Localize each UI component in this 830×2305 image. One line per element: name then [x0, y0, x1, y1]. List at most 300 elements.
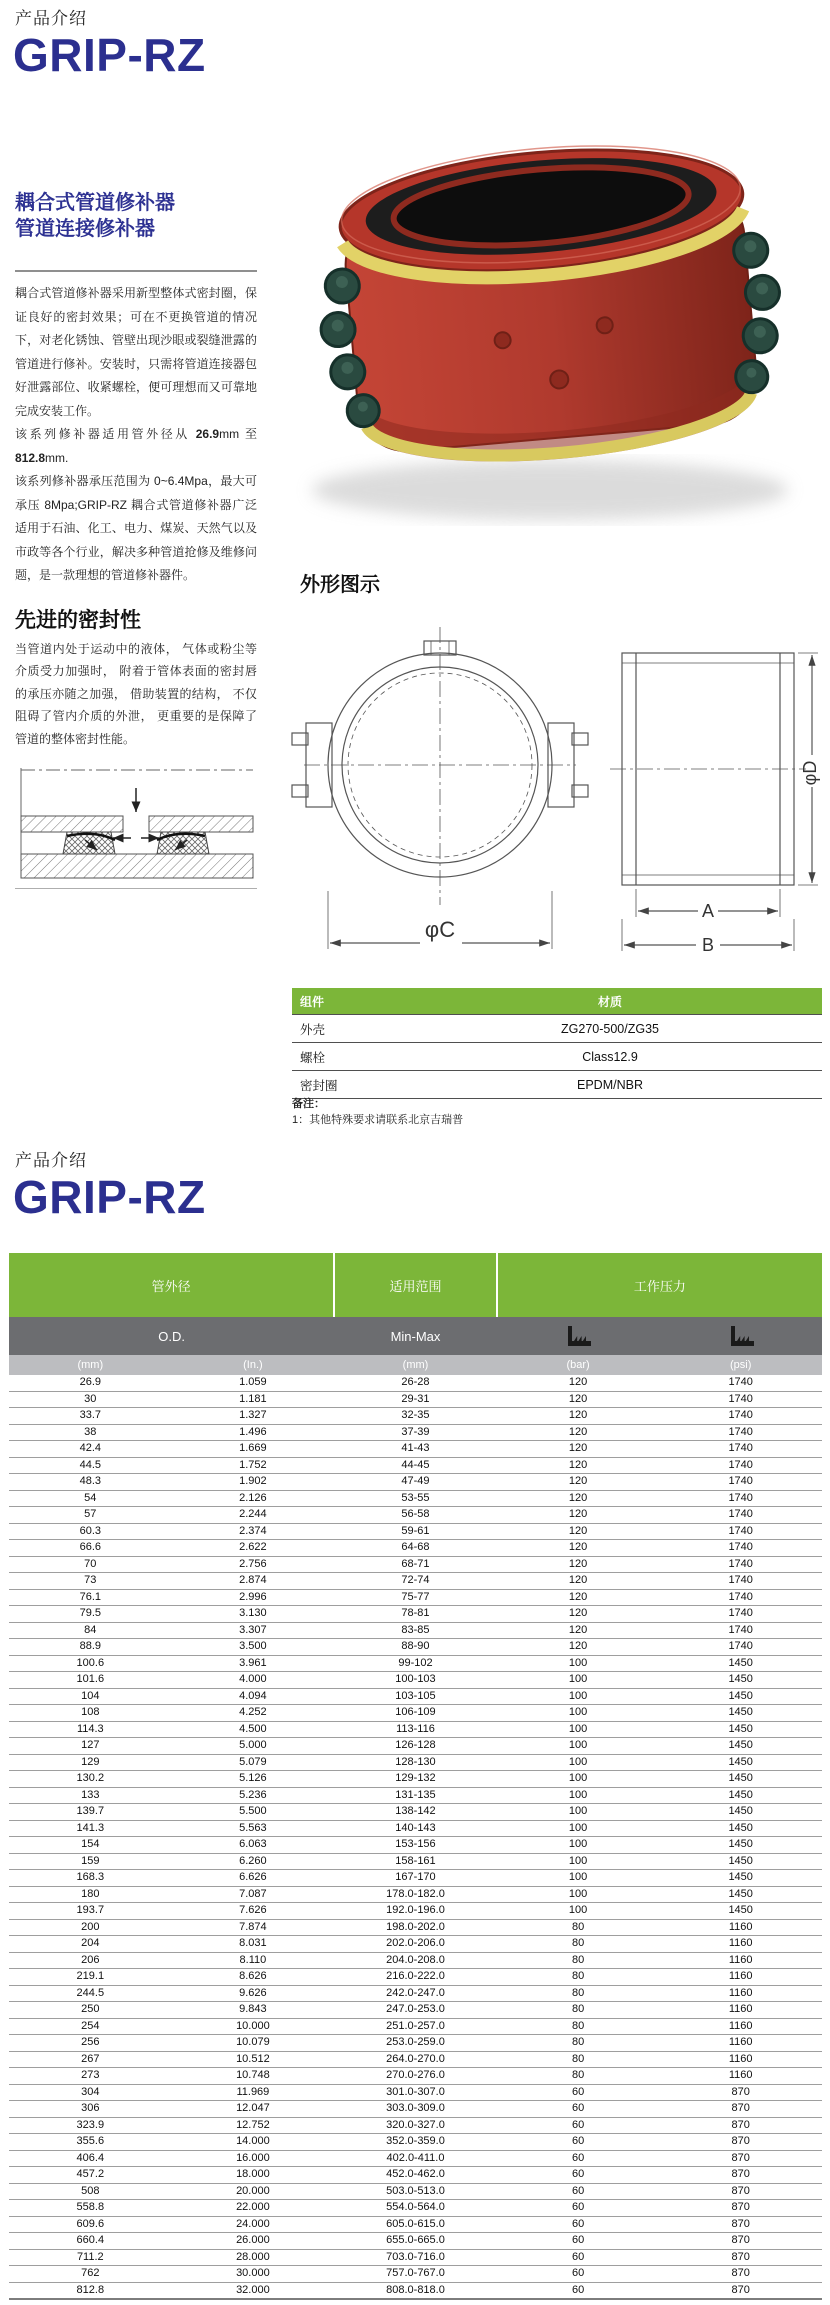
table-cell: 1740: [659, 1507, 822, 1524]
table-cell: 200: [9, 1919, 172, 1936]
table-cell: 100.6: [9, 1655, 172, 1672]
table-cell: 7.874: [172, 1919, 335, 1936]
table-row: [9, 1622, 822, 1639]
table-cell: 870: [659, 2183, 822, 2200]
table-cell: 703.0-716.0: [334, 2249, 497, 2266]
table-cell: 352.0-359.0: [334, 2134, 497, 2151]
materials-header-material: 材质: [398, 988, 822, 1015]
table-cell: 68-71: [334, 1556, 497, 1573]
table-cell: 54: [9, 1490, 172, 1507]
table-row: [9, 1424, 822, 1441]
table-cell: 26-28: [334, 1375, 497, 1391]
table-row: [9, 1936, 822, 1953]
table-cell: 79.5: [9, 1606, 172, 1623]
table-row: [9, 1391, 822, 1408]
table-cell: 60.3: [9, 1523, 172, 1540]
table-cell: 56-58: [334, 1507, 497, 1524]
table-cell: 100: [497, 1787, 660, 1804]
table-cell: 88-90: [334, 1639, 497, 1656]
table-cell: 5.000: [172, 1738, 335, 1755]
table-cell: 1740: [659, 1523, 822, 1540]
table-cell: 402.0-411.0: [334, 2150, 497, 2167]
table-cell: 870: [659, 2101, 822, 2118]
table-cell: 10.000: [172, 2018, 335, 2035]
table-cell: 127: [9, 1738, 172, 1755]
table-cell: 10.748: [172, 2068, 335, 2085]
divider: [15, 888, 257, 889]
table-cell: 140-143: [334, 1820, 497, 1837]
table-cell: 14.000: [172, 2134, 335, 2151]
table-cell: 60: [497, 2167, 660, 2184]
table-cell: 64-68: [334, 1540, 497, 1557]
table-cell: 154: [9, 1837, 172, 1854]
table-cell: 108: [9, 1705, 172, 1722]
table-cell: 120: [497, 1507, 660, 1524]
table-row: [9, 1837, 822, 1854]
table-cell: 100: [497, 1721, 660, 1738]
table-cell: 870: [659, 2216, 822, 2233]
table-cell: 75-77: [334, 1589, 497, 1606]
table-cell: 1450: [659, 1754, 822, 1771]
table-cell: 1.181: [172, 1391, 335, 1408]
table-row: [9, 2101, 822, 2118]
table-cell: 1740: [659, 1457, 822, 1474]
page-2: [0, 1140, 830, 2305]
table-cell: 1450: [659, 1787, 822, 1804]
divider: [15, 270, 257, 272]
table-cell: 16.000: [172, 2150, 335, 2167]
table-cell: 53-55: [334, 1490, 497, 1507]
table-cell: 4.252: [172, 1705, 335, 1722]
table-cell: 28.000: [172, 2249, 335, 2266]
table-cell: 120: [497, 1589, 660, 1606]
table-cell: 609.6: [9, 2216, 172, 2233]
table-cell: 99-102: [334, 1655, 497, 1672]
table-cell: 100: [497, 1837, 660, 1854]
table-cell: 80: [497, 2035, 660, 2052]
table-cell: 167-170: [334, 1870, 497, 1887]
materials-header-row: [292, 988, 822, 1015]
table-cell: 1740: [659, 1424, 822, 1441]
table-cell: 1450: [659, 1688, 822, 1705]
table-cell: 139.7: [9, 1804, 172, 1821]
table-cell: 306: [9, 2101, 172, 2118]
table-cell: 120: [497, 1573, 660, 1590]
table-cell: 3.961: [172, 1655, 335, 1672]
table-cell: 320.0-327.0: [334, 2117, 497, 2134]
table-cell: 1740: [659, 1441, 822, 1458]
spec-unit-mm: (mm): [9, 1355, 172, 1375]
table-cell: 80: [497, 1952, 660, 1969]
table-cell: 5.563: [172, 1820, 335, 1837]
table-cell: 129-132: [334, 1771, 497, 1788]
table-row: [9, 1919, 822, 1936]
table-cell: 4.500: [172, 1721, 335, 1738]
table-row: [9, 1985, 822, 2002]
table-cell: 273: [9, 2068, 172, 2085]
table-cell: 60: [497, 2233, 660, 2250]
table-cell: 30: [9, 1391, 172, 1408]
materials-header-component: 组件: [292, 988, 398, 1015]
table-cell: 138-142: [334, 1804, 497, 1821]
table-cell: 247.0-253.0: [334, 2002, 497, 2019]
table-row: [9, 2018, 822, 2035]
table-cell: 2.622: [172, 1540, 335, 1557]
table-cell: 206: [9, 1952, 172, 1969]
table-cell: 密封圈: [292, 1071, 398, 1099]
table-cell: 100: [497, 1820, 660, 1837]
table-cell: 38: [9, 1424, 172, 1441]
table-cell: 60: [497, 2134, 660, 2151]
table-row: [9, 1721, 822, 1738]
table-cell: 32-35: [334, 1408, 497, 1425]
table-cell: 73: [9, 1573, 172, 1590]
table-row: [9, 1952, 822, 1969]
table-cell: 1740: [659, 1622, 822, 1639]
table-cell: 84: [9, 1622, 172, 1639]
table-cell: 120: [497, 1457, 660, 1474]
table-cell: 106-109: [334, 1705, 497, 1722]
table-row: [9, 1375, 822, 1391]
table-cell: 30.000: [172, 2266, 335, 2283]
table-cell: 605.0-615.0: [334, 2216, 497, 2233]
table-cell: 1.752: [172, 1457, 335, 1474]
table-cell: 101.6: [9, 1672, 172, 1689]
table-cell: 120: [497, 1490, 660, 1507]
table-cell: 103-105: [334, 1688, 497, 1705]
table-cell: 193.7: [9, 1903, 172, 1920]
table-row: [9, 1490, 822, 1507]
table-cell: 870: [659, 2266, 822, 2283]
table-cell: 660.4: [9, 2233, 172, 2250]
table-cell: 1450: [659, 1837, 822, 1854]
table-cell: 303.0-309.0: [334, 2101, 497, 2118]
table-cell: 113-116: [334, 1721, 497, 1738]
note-item: 1：其他特殊要求请联系北京吉瑞普: [292, 1114, 464, 1126]
spec-unit-bar: (bar): [497, 1355, 660, 1375]
note-title: 备注：: [292, 1098, 325, 1110]
od-range-text: mm.: [45, 450, 69, 465]
table-cell: 76.1: [9, 1589, 172, 1606]
table-cell: 812.8: [9, 2282, 172, 2299]
table-cell: 2.244: [172, 1507, 335, 1524]
table-cell: 870: [659, 2150, 822, 2167]
table-cell: 304: [9, 2084, 172, 2101]
table-cell: 8.031: [172, 1936, 335, 1953]
note-block: [292, 1096, 463, 1128]
table-row: [9, 1589, 822, 1606]
table-cell: 88.9: [9, 1639, 172, 1656]
table-row: [9, 1556, 822, 1573]
table-cell: 1450: [659, 1903, 822, 1920]
table-row: [9, 1457, 822, 1474]
table-cell: 1450: [659, 1870, 822, 1887]
table-cell: 1740: [659, 1556, 822, 1573]
table-cell: 5.500: [172, 1804, 335, 1821]
table-row: [9, 1771, 822, 1788]
table-cell: 130.2: [9, 1771, 172, 1788]
spec-group-od: 管外径: [9, 1253, 334, 1317]
table-cell: 120: [497, 1540, 660, 1557]
table-cell: 80: [497, 2068, 660, 2085]
table-cell: 323.9: [9, 2117, 172, 2134]
table-cell: 180: [9, 1886, 172, 1903]
table-cell: 32.000: [172, 2282, 335, 2299]
table-cell: 158-161: [334, 1853, 497, 1870]
table-cell: 100: [497, 1688, 660, 1705]
table-cell: 100: [497, 1738, 660, 1755]
table-row: [9, 2117, 822, 2134]
table-cell: 70: [9, 1556, 172, 1573]
table-cell: 204: [9, 1936, 172, 1953]
table-cell: 204.0-208.0: [334, 1952, 497, 1969]
od-range-text: 该系列修补器适用管外径从: [15, 427, 196, 441]
table-row: [9, 1754, 822, 1771]
table-cell: 711.2: [9, 2249, 172, 2266]
sealing-paragraph: 当管道内处于运动中的液体， 气体或粉尘等介质受力加强时， 附着于管体表面的密封唇的承压亦随之加强， 借助装置的结构， 不仅阻碍了管内介质的外泄， 更重要的是保障了管道的整体密封性能。: [15, 641, 257, 746]
table-cell: 1740: [659, 1606, 822, 1623]
table-cell: 120: [497, 1523, 660, 1540]
table-cell: 1740: [659, 1639, 822, 1656]
dim-label-A: A: [701, 901, 715, 921]
product-heading: [15, 190, 257, 242]
table-cell: 80: [497, 2018, 660, 2035]
table-cell: 12.752: [172, 2117, 335, 2134]
table-row: [9, 1886, 822, 1903]
table-cell: 870: [659, 2233, 822, 2250]
table-cell: 26.000: [172, 2233, 335, 2250]
table-cell: 2.126: [172, 1490, 335, 1507]
table-row: [9, 2051, 822, 2068]
table-cell: 1160: [659, 1985, 822, 2002]
product-heading-line1: 耦合式管道修补器: [15, 192, 175, 214]
table-cell: 33.7: [9, 1408, 172, 1425]
spec-unit-range-mm: (mm): [334, 1355, 497, 1375]
table-cell: 1450: [659, 1738, 822, 1755]
table-cell: 8.626: [172, 1969, 335, 1986]
spec-group-header-row: [9, 1253, 822, 1317]
table-cell: 267: [9, 2051, 172, 2068]
table-cell: 870: [659, 2249, 822, 2266]
table-cell: 1160: [659, 2068, 822, 2085]
table-cell: 100: [497, 1754, 660, 1771]
table-cell: 1160: [659, 1936, 822, 1953]
table-row: [9, 2266, 822, 2283]
spec-units-row: [9, 1355, 822, 1375]
spec-sub-minmax: Min-Max: [334, 1317, 497, 1355]
sealing-section-title: 先进的密封性: [15, 608, 141, 632]
table-cell: 100: [497, 1870, 660, 1887]
table-cell: 6.260: [172, 1853, 335, 1870]
table-cell: 9.843: [172, 2002, 335, 2019]
table-cell: 83-85: [334, 1622, 497, 1639]
spec-unit-in: (In.): [172, 1355, 335, 1375]
table-cell: 1.902: [172, 1474, 335, 1491]
table-cell: 37-39: [334, 1424, 497, 1441]
table-row: [9, 2084, 822, 2101]
table-row: [9, 1804, 822, 1821]
table-cell: 29-31: [334, 1391, 497, 1408]
table-row: [9, 1903, 822, 1920]
table-cell: 60: [497, 2183, 660, 2200]
table-row: [9, 2167, 822, 2184]
table-cell: 100-103: [334, 1672, 497, 1689]
table-cell: 1.327: [172, 1408, 335, 1425]
table-cell: 100: [497, 1705, 660, 1722]
table-cell: 78-81: [334, 1606, 497, 1623]
dim-label-phiC: φC: [424, 917, 456, 942]
od-max-value: 812.8: [15, 450, 46, 465]
table-cell: 114.3: [9, 1721, 172, 1738]
table-cell: 42.4: [9, 1441, 172, 1458]
table-cell: 100: [497, 1853, 660, 1870]
table-cell: 1740: [659, 1375, 822, 1391]
od-range-paragraph: [15, 423, 257, 470]
table-row: [292, 1043, 822, 1071]
od-range-text: mm 至: [219, 427, 258, 441]
table-cell: 120: [497, 1556, 660, 1573]
table-row: [292, 1071, 822, 1099]
table-cell: 7.626: [172, 1903, 335, 1920]
page-eyebrow: 产品介绍: [15, 1151, 87, 1170]
table-cell: 178.0-182.0: [334, 1886, 497, 1903]
table-row: [9, 1408, 822, 1425]
table-cell: 60: [497, 2117, 660, 2134]
table-cell: 870: [659, 2167, 822, 2184]
table-cell: 508: [9, 2183, 172, 2200]
table-cell: 270.0-276.0: [334, 2068, 497, 2085]
table-cell: 120: [497, 1408, 660, 1425]
table-cell: 757.0-767.0: [334, 2266, 497, 2283]
table-cell: 870: [659, 2134, 822, 2151]
table-cell: 1740: [659, 1408, 822, 1425]
table-row: [292, 1015, 822, 1043]
table-cell: 133: [9, 1787, 172, 1804]
table-cell: 192.0-196.0: [334, 1903, 497, 1920]
table-cell: 558.8: [9, 2200, 172, 2217]
photo-shadow: [312, 460, 788, 520]
table-cell: 9.626: [172, 1985, 335, 2002]
table-cell: 153-156: [334, 1837, 497, 1854]
table-cell: 128-130: [334, 1754, 497, 1771]
intro-column: [15, 190, 257, 889]
table-cell: EPDM/NBR: [398, 1071, 822, 1099]
od-min-value: 26.9: [195, 427, 220, 441]
table-cell: 100: [497, 1672, 660, 1689]
table-cell: 219.1: [9, 1969, 172, 1986]
table-cell: 1450: [659, 1820, 822, 1837]
table-cell: 100: [497, 1804, 660, 1821]
table-cell: 60: [497, 2150, 660, 2167]
table-cell: 22.000: [172, 2200, 335, 2217]
seal-cross-section-diagram: [15, 758, 257, 884]
materials-table-body: [292, 1015, 822, 1099]
table-cell: 126-128: [334, 1738, 497, 1755]
table-cell: 80: [497, 2051, 660, 2068]
table-cell: 264.0-270.0: [334, 2051, 497, 2068]
table-cell: 1450: [659, 1705, 822, 1722]
table-cell: 24.000: [172, 2216, 335, 2233]
table-cell: 4.094: [172, 1688, 335, 1705]
table-cell: 2.874: [172, 1573, 335, 1590]
table-cell: 20.000: [172, 2183, 335, 2200]
table-cell: 1740: [659, 1589, 822, 1606]
table-row: [9, 1853, 822, 1870]
table-row: [9, 1474, 822, 1491]
table-row: [9, 1672, 822, 1689]
table-row: [9, 2134, 822, 2151]
outline-section-title: 外形图示: [300, 574, 380, 596]
table-cell: 120: [497, 1606, 660, 1623]
table-cell: 60: [497, 2084, 660, 2101]
table-cell: 100: [497, 1903, 660, 1920]
page-eyebrow: 产品介绍: [15, 9, 87, 28]
table-cell: 202.0-206.0: [334, 1936, 497, 1953]
table-cell: 120: [497, 1375, 660, 1391]
spec-sub-od: O.D.: [9, 1317, 334, 1355]
brand-title: GRIP-RZ: [13, 29, 206, 81]
table-row: [9, 2002, 822, 2019]
table-cell: 48.3: [9, 1474, 172, 1491]
table-cell: 120: [497, 1639, 660, 1656]
table-cell: 655.0-665.0: [334, 2233, 497, 2250]
table-cell: 57: [9, 1507, 172, 1524]
table-row: [9, 1688, 822, 1705]
table-cell: 1740: [659, 1490, 822, 1507]
table-cell: 1160: [659, 2035, 822, 2052]
table-cell: 216.0-222.0: [334, 1969, 497, 1986]
table-cell: 5.126: [172, 1771, 335, 1788]
table-cell: 26.9: [9, 1375, 172, 1391]
table-cell: 18.000: [172, 2167, 335, 2184]
table-cell: 129: [9, 1754, 172, 1771]
table-cell: 1.669: [172, 1441, 335, 1458]
table-cell: 外壳: [292, 1015, 398, 1043]
table-cell: 104: [9, 1688, 172, 1705]
table-cell: 3.130: [172, 1606, 335, 1623]
table-cell: 100: [497, 1771, 660, 1788]
table-cell: 6.063: [172, 1837, 335, 1854]
table-cell: 螺栓: [292, 1043, 398, 1071]
table-cell: 2.374: [172, 1523, 335, 1540]
table-row: [9, 2249, 822, 2266]
table-cell: 141.3: [9, 1820, 172, 1837]
table-cell: 251.0-257.0: [334, 2018, 497, 2035]
table-cell: 10.512: [172, 2051, 335, 2068]
table-cell: 120: [497, 1622, 660, 1639]
intro-paragraph-1: 耦合式管道修补器采用新型整体式密封圈，保证良好的密封效果；可在不更换管道的情况下，对老化锈蚀、管壁出现沙眼或裂缝泄露的管道进行修补。安装时，只需将管道连接器包好泄露部位、收紧螺栓，便可理想而又可靠地完成安装工作。: [15, 286, 257, 418]
table-cell: 452.0-462.0: [334, 2167, 497, 2184]
table-cell: 2.756: [172, 1556, 335, 1573]
table-cell: 5.079: [172, 1754, 335, 1771]
table-cell: ZG270-500/ZG35: [398, 1015, 822, 1043]
table-cell: 870: [659, 2084, 822, 2101]
spec-unit-psi: (psi): [659, 1355, 822, 1375]
table-cell: 808.0-818.0: [334, 2282, 497, 2299]
spec-table-wrapper: [9, 1253, 822, 2300]
table-cell: 120: [497, 1424, 660, 1441]
table-cell: 8.110: [172, 1952, 335, 1969]
spec-sub-header-row: [9, 1317, 822, 1355]
table-cell: 72-74: [334, 1573, 497, 1590]
table-row: [9, 1606, 822, 1623]
spec-sub-psi-cell: [659, 1317, 822, 1355]
table-cell: 1450: [659, 1886, 822, 1903]
table-row: [9, 2183, 822, 2200]
table-row: [9, 1787, 822, 1804]
product-heading-line2: 管道连接修补器: [15, 218, 155, 240]
table-cell: 554.0-564.0: [334, 2200, 497, 2217]
